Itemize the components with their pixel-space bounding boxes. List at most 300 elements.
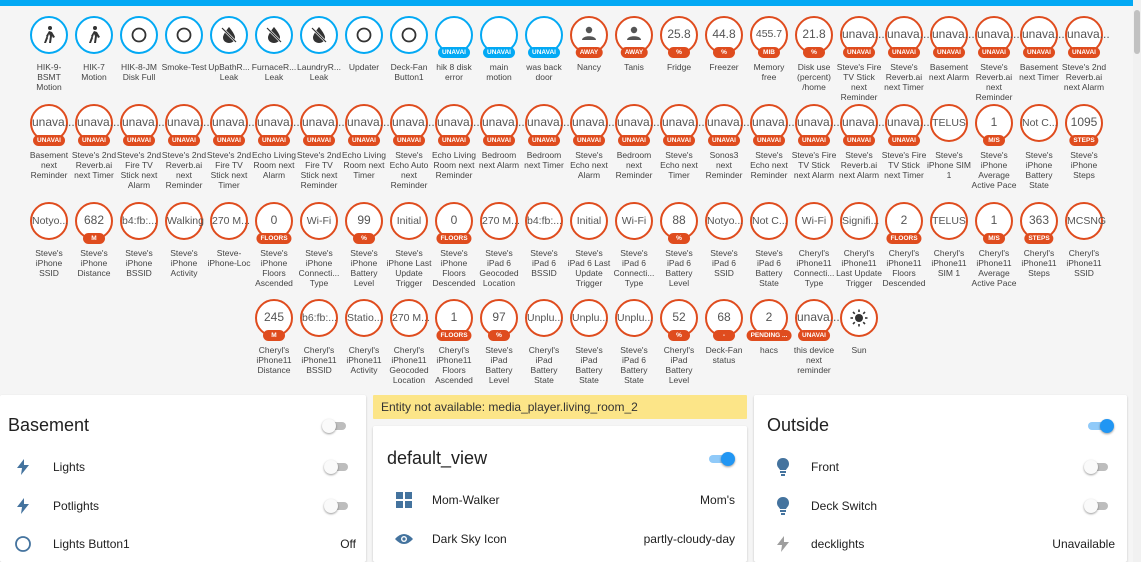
badge-value: unava... <box>437 114 480 129</box>
badge-label: Steve's iPad Battery State <box>575 345 603 385</box>
badge-circle <box>705 16 743 54</box>
badge-label: HIK-9-BSMT Motion <box>36 62 62 92</box>
badge-circle <box>120 202 158 240</box>
state-badge[interactable] <box>162 16 207 102</box>
badge-value: 21.8 <box>802 26 826 41</box>
badge-label: Basement next Timer <box>1019 62 1059 82</box>
outside-card <box>754 395 1127 562</box>
badge-circle <box>390 16 428 54</box>
badge-unit: UNAVAI <box>78 135 110 146</box>
badge-label: LaundryR... Leak <box>297 62 341 82</box>
state-badge[interactable] <box>387 104 435 190</box>
badge-circle <box>480 104 525 144</box>
badge-value: b4:fb:... <box>527 215 563 227</box>
state-badge[interactable] <box>162 202 207 288</box>
entity-row-decklights[interactable] <box>754 534 1127 554</box>
badge-unit: MIB <box>758 47 780 58</box>
badge-label: Steve's iPhone Battery Level <box>350 248 378 288</box>
badge-label: Steve's Echo next Reminder <box>750 150 788 180</box>
badge-unit: % <box>668 233 690 244</box>
badge-label: Steve's iPhone Distance <box>77 248 111 278</box>
state-badge[interactable] <box>657 104 705 190</box>
badge-label: Steve's Reverb.ai next Reminder <box>975 62 1013 102</box>
state-badge[interactable] <box>206 104 255 190</box>
state-badge[interactable] <box>207 16 252 102</box>
badge-label: Steve's iPad 6 BSSID <box>530 248 558 278</box>
badge-label: Steve's Reverb.ai next Timer <box>884 62 924 92</box>
badge-circle <box>750 202 788 240</box>
badge-value: b6:fb:... <box>302 312 338 324</box>
badge-circle <box>840 299 878 337</box>
entity-row-dark-sky-icon[interactable] <box>373 529 747 549</box>
flash-icon <box>12 495 34 517</box>
badge-label: Bedroom next Reminder <box>615 150 653 180</box>
badge-label: Steve's iPad 6 Last Update Trigger <box>567 248 611 288</box>
badge-row <box>0 104 1133 190</box>
state-badge[interactable] <box>72 202 117 288</box>
state-badge[interactable] <box>747 299 792 385</box>
state-badge[interactable] <box>882 16 930 102</box>
badge-circle <box>75 202 113 240</box>
outside-master-toggle[interactable] <box>1086 419 1112 433</box>
badge-label: Basement next Alarm <box>928 62 970 82</box>
badge-label: main motion <box>486 62 512 82</box>
badge-circle <box>840 16 885 56</box>
badge-value: unava... <box>482 114 525 129</box>
state-badge[interactable] <box>747 104 795 190</box>
badge-label: Steve's 2nd Fire TV Stick next Timer <box>206 150 252 190</box>
badge-label: hacs <box>760 345 778 355</box>
badge-unit: M <box>83 233 105 244</box>
badge-circle <box>975 104 1013 142</box>
badge-value: 25.8 <box>667 26 691 41</box>
badge-label: UpBathR... Leak <box>208 62 250 82</box>
state-badge[interactable] <box>252 202 297 288</box>
badge-label: Steve's 2nd Fire TV Stick next Alarm <box>116 150 162 190</box>
badge-circle <box>930 202 968 240</box>
state-badge[interactable] <box>836 16 885 102</box>
entity-name: Lights <box>53 460 86 474</box>
badge-value: Initial <box>576 215 602 227</box>
state-badge[interactable] <box>71 104 120 190</box>
badge-circle <box>750 16 788 54</box>
badge-label: Steve's Fire TV Stick next Timer <box>881 150 927 180</box>
badge-label: Steve's Fire TV Stick next Alarm <box>791 150 837 180</box>
badge-circle <box>615 16 653 54</box>
badge-value: 270 M... <box>482 215 520 227</box>
scrollbar-thumb[interactable] <box>1134 10 1140 54</box>
badge-label: Cheryl's iPhone11 Activity <box>346 345 382 375</box>
badge-circle <box>345 299 383 337</box>
badge-unit: FLOORS <box>436 330 471 341</box>
state-badge[interactable] <box>927 16 975 102</box>
entity-name: Mom-Walker <box>432 493 500 507</box>
badge-value: 88 <box>672 212 686 227</box>
badge-label: Steve's iPhone BSSID <box>125 248 153 278</box>
state-badge[interactable] <box>657 202 702 288</box>
state-badge[interactable] <box>792 202 837 288</box>
state-badge[interactable] <box>432 299 477 385</box>
badge-label: Disk use (percent) /home <box>796 62 831 92</box>
badge-label: Steve's iPhone SIM 1 <box>927 150 971 180</box>
badge-circle <box>390 104 435 144</box>
eye-icon <box>393 528 415 550</box>
state-badge[interactable] <box>881 104 930 190</box>
potlights-toggle[interactable] <box>324 499 350 513</box>
badge-unit: UNAVAI <box>258 135 290 146</box>
badge-circle <box>660 202 698 240</box>
state-badge[interactable] <box>702 104 750 190</box>
state-badge[interactable] <box>207 202 252 288</box>
entity-name: Lights Button1 <box>53 537 130 551</box>
badge-value: unava... <box>347 114 390 129</box>
badge-unit: FLOORS <box>436 233 471 244</box>
entity-row-mom-walker[interactable] <box>373 490 747 510</box>
state-badge[interactable] <box>342 104 390 190</box>
state-badge[interactable] <box>297 16 342 102</box>
badge-circle <box>525 104 570 144</box>
badge-value: unava... <box>797 114 840 129</box>
badge-circle <box>975 202 1013 240</box>
badge-unit: PENDING ... <box>747 330 792 341</box>
state-badge[interactable] <box>387 202 432 288</box>
state-badge[interactable] <box>972 202 1017 288</box>
state-badge[interactable] <box>342 202 387 288</box>
state-badge[interactable] <box>567 299 612 385</box>
badge-value: 0 <box>450 212 458 227</box>
badge-value: 68 <box>717 309 731 324</box>
badge-label: this device next reminder <box>793 345 835 375</box>
entity-name: Dark Sky Icon <box>432 532 507 546</box>
state-badge[interactable] <box>342 299 387 385</box>
state-badge[interactable] <box>612 16 657 102</box>
state-badge[interactable] <box>522 16 567 102</box>
badge-value: unava... <box>977 26 1020 41</box>
badge-circle <box>300 16 338 54</box>
badge-circle <box>525 202 563 240</box>
badge-label: Cheryl's iPad Battery Level <box>663 345 695 385</box>
badge-value: Unplu... <box>527 312 564 324</box>
circle-outline-icon <box>12 533 34 555</box>
badge-value: Notyo... <box>32 215 69 227</box>
badge-unit: UNAVAI <box>438 135 470 146</box>
badge-unit: % <box>803 47 825 58</box>
badge-circle <box>300 202 338 240</box>
account-icon <box>627 26 641 40</box>
state-badge[interactable] <box>792 299 840 385</box>
entity-row-lights[interactable] <box>0 457 366 477</box>
badge-value: Unplu... <box>617 312 654 324</box>
state-badge[interactable] <box>27 104 75 190</box>
state-badge[interactable] <box>477 16 522 102</box>
state-badge[interactable] <box>522 104 570 190</box>
badge-unit: AWAY <box>576 47 603 58</box>
badge-label: Steve's iPhone SSID <box>35 248 63 278</box>
badge-circle <box>120 104 165 144</box>
badge-value: 455.7 <box>755 27 783 40</box>
badge-unit: UNAVAI <box>663 135 695 146</box>
badge-circle <box>435 299 473 337</box>
entity-row-lights-button1[interactable] <box>0 534 366 554</box>
badge-value: 363 <box>1028 212 1050 227</box>
badge-label: Steve's Fire TV Stick next Reminder <box>836 62 882 102</box>
badge-unit: M/S <box>983 135 1005 146</box>
state-badge[interactable] <box>1062 202 1107 288</box>
state-badge[interactable] <box>747 16 792 102</box>
badge-value: Notyo... <box>707 215 744 227</box>
badge-circle <box>975 16 1020 56</box>
badge-value: Wi-Fi <box>801 215 827 227</box>
badge-label: Steve's iPhone Connecti... Type <box>298 248 340 288</box>
state-badge[interactable] <box>837 202 882 288</box>
entity-state: partly-cloudy-day <box>643 532 735 546</box>
badge-circle <box>255 202 293 240</box>
badge-value: unava... <box>392 114 435 129</box>
badge-value: 2 <box>900 212 908 227</box>
badge-label: Freezer <box>709 62 739 72</box>
badge-circle <box>570 104 615 144</box>
badge-value: unava... <box>1022 26 1065 41</box>
badge-value: 2 <box>765 309 773 324</box>
badge-unit: UNAVAI <box>753 135 785 146</box>
badge-value: unava... <box>32 114 75 129</box>
default-view-master-toggle[interactable] <box>707 452 733 466</box>
badge-value: Initial <box>396 215 422 227</box>
badge-circle <box>345 202 383 240</box>
badge-circle <box>1065 104 1103 142</box>
state-badge[interactable] <box>927 202 972 288</box>
badge-unit: % <box>668 47 690 58</box>
state-badge[interactable] <box>252 104 300 190</box>
badge-circle <box>615 299 653 337</box>
badge-value: TELUS <box>932 215 966 227</box>
badge-unit: UNAVAI <box>168 135 200 146</box>
badge-unit: UNAVAI <box>843 135 875 146</box>
badge-value: 1 <box>990 212 998 227</box>
badge-value: Statio... <box>347 312 383 324</box>
badge-value: unava... <box>1067 26 1110 41</box>
badge-label: Steve's iPhone Last Update Trigger <box>386 248 432 288</box>
badge-unit: UNAVAI <box>618 135 650 146</box>
state-badge[interactable] <box>837 299 882 385</box>
badge-unit: UNAVAI <box>888 47 920 58</box>
entity-row-front[interactable] <box>754 457 1127 477</box>
badge-value: unava... <box>707 114 750 129</box>
state-badge[interactable] <box>882 202 927 288</box>
badge-unit: UNAVAI <box>1023 47 1055 58</box>
deck-switch-toggle[interactable] <box>1084 499 1110 513</box>
badge-value: unava... <box>167 114 210 129</box>
badge-unit: % <box>668 330 690 341</box>
water-off-icon <box>221 26 237 44</box>
state-badge[interactable] <box>747 202 792 288</box>
basement-master-toggle[interactable] <box>322 419 348 433</box>
scrollbar[interactable] <box>1133 0 1141 562</box>
badge-circle <box>165 16 203 54</box>
badge-label: Fridge <box>666 62 692 72</box>
badge-label: Cheryl's iPad Battery State <box>528 345 560 385</box>
badge-unit: % <box>713 47 735 58</box>
badge-circle <box>165 202 203 240</box>
state-badge[interactable] <box>252 16 297 102</box>
badge-unit: FLOORS <box>256 233 291 244</box>
badge-circle <box>795 202 833 240</box>
state-badge[interactable] <box>27 202 72 288</box>
badge-label: Echo Living Room next Reminder <box>432 150 476 180</box>
state-badge[interactable] <box>792 16 837 102</box>
badge-unit: UNAVAI <box>303 135 335 146</box>
badge-label: Steve's iPad Battery Level <box>485 345 513 385</box>
badge-label: Cheryl's iPhone11 Connecti... Type <box>793 248 835 288</box>
state-badge[interactable] <box>297 202 342 288</box>
state-badge[interactable] <box>702 299 747 385</box>
badge-circle <box>390 299 428 337</box>
badge-circle <box>705 202 743 240</box>
badge-circle <box>120 16 158 54</box>
badge-label: Steve's iPhone Battery State <box>1025 150 1053 190</box>
front-toggle[interactable] <box>1084 460 1110 474</box>
state-badge[interactable] <box>1061 16 1110 102</box>
badge-circle <box>525 16 563 54</box>
badge-label: Sonos3 next Reminder <box>705 150 743 180</box>
badge-value: 270 M... <box>212 215 250 227</box>
state-badge[interactable] <box>432 202 477 288</box>
state-badge[interactable] <box>657 299 702 385</box>
state-badge[interactable] <box>297 299 342 385</box>
badge-label: Steve's iPhone Floors Descended <box>432 248 476 288</box>
badge-label: Steve's iPhone Average Active Pace <box>971 150 1017 190</box>
badge-value: unava... <box>797 309 840 324</box>
state-badge[interactable] <box>567 16 612 102</box>
badge-circle <box>210 16 248 54</box>
state-badge[interactable] <box>567 104 615 190</box>
badge-value: unava... <box>527 114 570 129</box>
state-badge[interactable] <box>342 16 387 102</box>
badge-label: Steve's iPhone Steps <box>1070 150 1098 180</box>
state-badge[interactable] <box>117 202 162 288</box>
badge-circle <box>345 104 390 144</box>
state-badge[interactable] <box>477 104 525 190</box>
badge-label: Steve's iPhone Floors Ascended <box>255 248 293 288</box>
badge-value: MCSNG <box>1067 215 1107 227</box>
state-badge[interactable] <box>657 16 702 102</box>
state-badge[interactable] <box>72 16 117 102</box>
entity-row-deck-switch[interactable] <box>754 496 1127 516</box>
state-badge[interactable] <box>567 202 612 288</box>
entity-name: decklights <box>811 537 865 551</box>
state-badge[interactable] <box>477 299 522 385</box>
badge-circle <box>750 104 795 144</box>
state-badge[interactable] <box>477 202 522 288</box>
badge-unit: UNAVAI <box>393 135 425 146</box>
badge-unit: UNAVAI <box>438 47 470 58</box>
state-badge[interactable] <box>387 299 432 385</box>
state-badge[interactable] <box>296 104 345 190</box>
state-badge[interactable] <box>1017 16 1065 102</box>
state-badge[interactable] <box>432 16 477 102</box>
state-badge[interactable] <box>252 299 297 385</box>
badge-circle <box>345 16 383 54</box>
entity-row-potlights[interactable] <box>0 496 366 516</box>
badge-value: unava... <box>212 114 255 129</box>
state-badge[interactable] <box>1017 202 1062 288</box>
badge-circle <box>300 299 338 337</box>
state-badge[interactable] <box>522 299 567 385</box>
badge-circle <box>750 299 788 337</box>
state-badge[interactable] <box>612 104 660 190</box>
top-app-bar <box>0 0 1133 6</box>
state-badge[interactable] <box>432 104 480 190</box>
badge-value: Unplu... <box>572 312 609 324</box>
state-badge[interactable] <box>702 16 747 102</box>
entity-name: Potlights <box>53 499 100 513</box>
state-badge[interactable] <box>702 202 747 288</box>
badge-label: Nancy <box>576 62 602 72</box>
state-badge[interactable] <box>27 16 72 102</box>
badge-circle <box>840 104 885 144</box>
badge-unit: STEPS <box>1069 135 1098 146</box>
badge-circle <box>525 299 563 337</box>
badge-circle <box>210 104 255 144</box>
badge-circle <box>795 299 840 339</box>
badge-value: unava... <box>842 114 885 129</box>
state-badge[interactable] <box>116 104 165 190</box>
badge-label: Cheryl's iPhone11 Steps <box>1021 248 1057 278</box>
state-badge[interactable] <box>387 16 432 102</box>
badge-label: Basement next Reminder <box>29 150 69 180</box>
badge-unit: UNAVAI <box>888 135 920 146</box>
state-badge[interactable] <box>117 16 162 102</box>
state-badge[interactable] <box>1017 104 1062 190</box>
state-badge[interactable] <box>791 104 840 190</box>
water-off-icon <box>266 26 282 44</box>
state-badge[interactable] <box>612 202 657 288</box>
badge-circle <box>570 16 608 54</box>
state-badge[interactable] <box>972 16 1020 102</box>
badge-circle <box>570 299 608 337</box>
badge-row <box>0 299 1133 385</box>
state-badge[interactable] <box>522 202 567 288</box>
grid-icon <box>393 489 415 511</box>
badge-value: Wi-Fi <box>306 215 332 227</box>
badge-value: 682 <box>83 212 105 227</box>
badge-circle <box>660 104 705 144</box>
state-badge[interactable] <box>612 299 657 385</box>
badge-label: Smoke-Test <box>161 62 207 72</box>
circle-outline-icon <box>355 26 373 44</box>
badge-value: Walking <box>167 215 204 227</box>
badge-label: Steve's iPad 6 Battery State <box>755 248 783 288</box>
state-badge[interactable] <box>972 104 1017 190</box>
entity-state: Unavailable <box>1052 537 1115 551</box>
badge-unit: - <box>713 330 735 341</box>
badge-circle <box>885 104 930 144</box>
badge-row <box>0 16 1133 102</box>
badge-label: Steve's iPad 6 SSID <box>710 248 738 278</box>
state-badge[interactable] <box>1062 104 1107 190</box>
badge-circle <box>480 16 518 54</box>
circle-outline-icon <box>130 26 148 44</box>
badge-circle <box>480 202 518 240</box>
state-badge[interactable] <box>837 104 885 190</box>
badge-circle <box>615 202 653 240</box>
state-badge[interactable] <box>161 104 210 190</box>
badge-label: HIK-7 Motion <box>81 62 107 82</box>
badge-circle <box>75 104 120 144</box>
lights-toggle[interactable] <box>324 460 350 474</box>
badge-label: Steve's iPad 6 Battery Level <box>665 248 693 288</box>
state-badge[interactable] <box>927 104 972 190</box>
